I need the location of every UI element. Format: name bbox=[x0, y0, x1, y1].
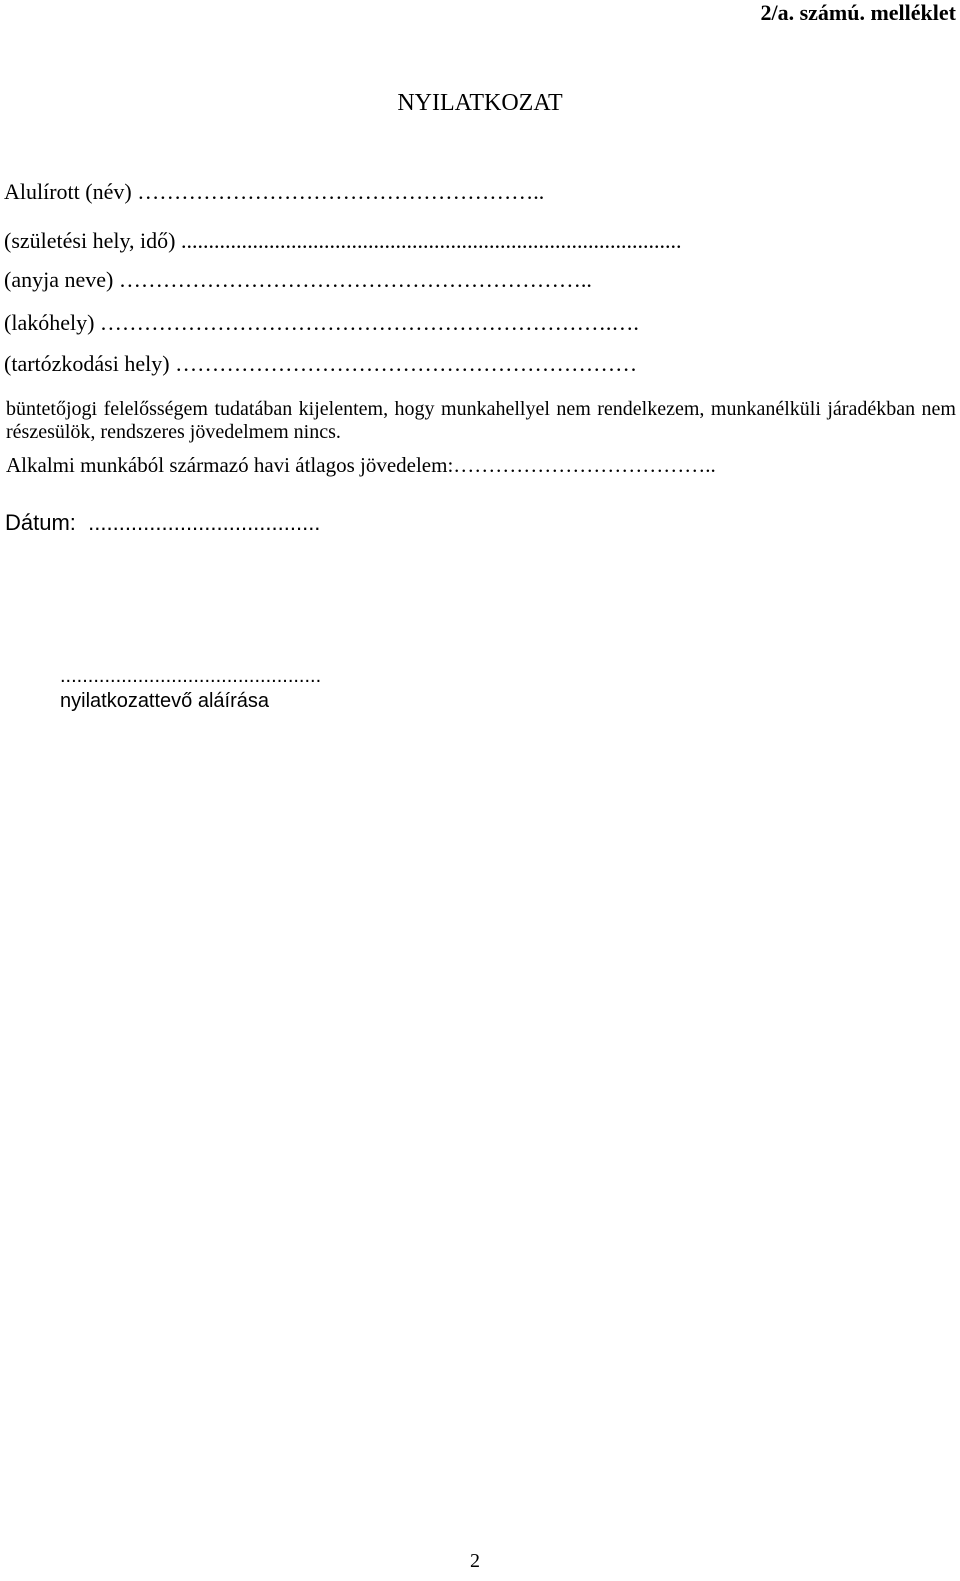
field-name-blank: ……………………………………………….. bbox=[131, 179, 545, 204]
field-name bbox=[4, 181, 544, 203]
income-blank: ……………………………….. bbox=[453, 453, 716, 477]
annex-label: 2/a. számú. melléklet bbox=[760, 0, 956, 25]
page-number: 2 bbox=[470, 1550, 480, 1572]
date-line bbox=[5, 512, 320, 534]
field-residence-label: (lakóhely) bbox=[4, 310, 95, 335]
field-stay-label: (tartózkodási hely) bbox=[4, 351, 170, 376]
field-stay-blank: ……………………………………………………… bbox=[169, 351, 638, 376]
field-residence bbox=[4, 312, 639, 334]
signature-line: ............................................... bbox=[60, 665, 322, 687]
field-mother-label: (anyja neve) bbox=[4, 267, 114, 292]
document-title: NYILATKOZAT bbox=[397, 90, 563, 116]
field-name-label: Alulírott (név) bbox=[4, 179, 132, 204]
income-label: Alkalmi munkából származó havi átlagos jövedelem: bbox=[6, 453, 454, 477]
income-line bbox=[6, 455, 716, 476]
field-birth-label: (születési hely, idő) bbox=[4, 228, 176, 253]
date-label: Dátum: bbox=[5, 510, 76, 535]
date-blank: ...................................... bbox=[75, 510, 321, 535]
field-residence-blank: …………………………………………………………….…. bbox=[94, 310, 639, 335]
signature-label: nyilatkozattevő aláírása bbox=[60, 690, 270, 712]
field-mother-blank: ……………………………………………………….. bbox=[113, 267, 592, 292]
field-birth bbox=[4, 230, 681, 252]
field-stay bbox=[4, 353, 637, 375]
field-mother bbox=[4, 269, 592, 291]
field-birth-blank: ........................................................................................... bbox=[175, 228, 682, 253]
statement-text: büntetőjogi felelősségem tudatában kijelentem, hogy munkahellyel nem rendelkezem, munkanélküli járadékban nem részesülök, rendszeres jövedelmem nincs. bbox=[6, 398, 956, 443]
